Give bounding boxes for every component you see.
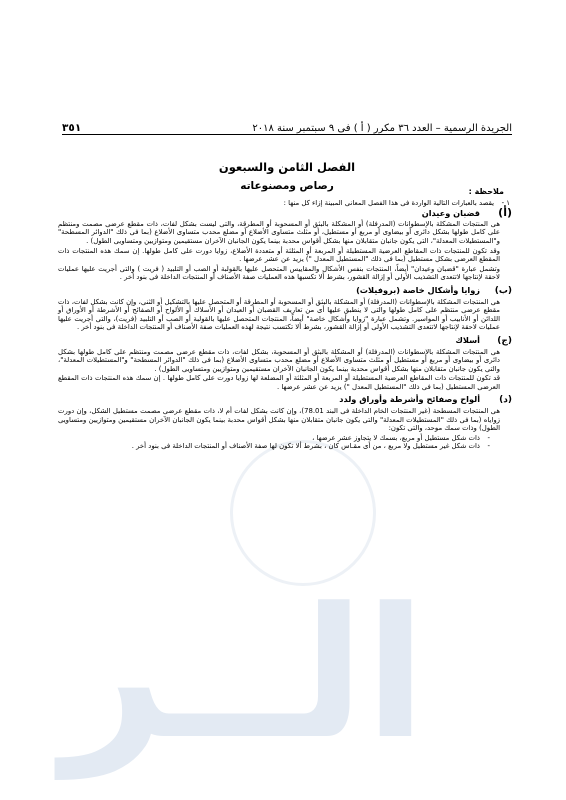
section-letter: (ج) (497, 335, 512, 346)
section-heading (58, 395, 512, 405)
section-heading (58, 286, 512, 296)
notes-label: ملاحظة : (468, 187, 504, 196)
section-title: ألواح وصفائح وأشرطة وأوراق ولدد (339, 394, 480, 405)
section-letter: (أ) (498, 206, 512, 220)
section-text (58, 348, 500, 392)
section-b (58, 286, 512, 332)
section-title: زوايا وأشكال خاصة (بروفيلات) (356, 284, 480, 295)
chapter-subtitle: رصاص ومصنوعاته (240, 180, 334, 192)
section-heading (58, 336, 512, 346)
page-header (62, 118, 512, 135)
paragraph: هى المنتجات المسطحة (غير المنتجات الخام الداخلة فى البند 78.01)، وإن كانت بشكل لفات أم لا، ذات مقطع عرضى مصمت مستطيل الشكل، وإن دورت زواياه (بما فى ذلك "المستطيلات المعدلة" والتى يكون جانبان متقابلان منها بشكل أقواس محدبة بينما يكون الجانبان الآخران مستقيمين ومتوازيين ومتساويى الطول) وذات سمك موحد، والتى تكون: (58, 407, 500, 433)
list-item: - ذات شكل مستطيل أو مربع، بسمك لا يتجاوز عشر عرضها ، (58, 434, 490, 443)
header-title: الجريدة الرسمية – العدد ٣٦ مكرر ( أ ) فى ٩ سبتمبر سنة ٢٠١٨ (252, 123, 512, 134)
paragraph: وقد تكون للمنتجات ذات المقاطع العرضية المستطيلة أو المربعة أو المثلثة أو متعددة الأضلاع، زوايا دورت على كامل طولها. إن سمك هذه المنتجات ذات المقطع العرضى بشكل مستطيل (بما فى ذلك "المستطيل المعدل ") يزيد عن عشر عرضها . (58, 246, 500, 264)
section-a (58, 206, 512, 282)
paragraph: قد تكون للمنتجات ذات المقاطع العرضية المستطيلة أو المربعة أو المثلثة أو المضلعة لها زوايا دورت على كامل طولها . إن سمك هذه المنتجات ذات المقطع العرضى المستطيل (بما فى ذلك "المستطيل المعدل ") يزيد عن عشر عرضها . (58, 374, 500, 391)
section-c (58, 336, 512, 392)
document-body (58, 188, 512, 455)
section-text (58, 298, 500, 332)
paragraph: هى المنتجات المشكلة بالإسطوانات (المدرفلة) أو المشكلة بالبثق أو المسحوبة أو المطرقة، والتى ليست بشكل لفات، ذات مقطع عرضى مصمت ومنتظم على كامل طولها بشكل دائرى أو بيضاوى أو مربع أو مستطيل، أو مثلث متساوى الأضلاع أو مضلع محدب متساوى الأضلاع (بما فى ذلك "الدوائر المسطحة" و"المستطيلات المعدلة"، التى يكون جانبان متقابلان منها بشكل أقواس محدبة بينما يكون الجانبان الآخران مستقيمين ومتوازيين ومتساويى الطول) . (58, 219, 500, 245)
list-item: - ذات شكل غير مستطيل ولا مربع ، من أى مقـاس كان ، بشرط ألا تكون لها صفة الأصناف أو المنتجات الداخلة فى بنود أخر . (58, 442, 490, 451)
paragraph: هى المنتجات المشكلة بالإسطوانات (المدرفلة) أو المشكلة بالبثق أو المسحوبة أو المطرقة أو المتحصل عليها بالتشكيل أو الثنى، وإن كانت بشكل لفات، ذات مقطع عرضى منتظم على كامل طولها والتى لا ينطبق عليها أى من تعاريف القضبان أو العيدان أو الأسلاك أو الألواح أو الصفائح أو الأشرطة أو الأوراق أو اللدائن أو الأنابيب أو المواسير. وتشمل عبارة "زوايا وأشكال خاصة" أيضاً، المنتجات المتحصل عليها بالقولبة أو الصب أو التلبيد (فريت)، والتى أجريت عليها عمليات لاحقة لإنتاجها لاتتعدى التشذيب الأولى أو إزالة القشور، بشرط ألا تكتسب نتيجة لهذه العمليات صفة الأصناف أو المنتجات الداخلة فى بنود أخر . (58, 297, 500, 332)
watermark-text: الــر (62, 570, 427, 779)
paragraph: وتشمل عبارة "قضبان وعيدان" أيضاً، المنتجات بنفس الأشكال والمقاييس المتحصل عليها بالقولبة أو الصب أو التلبيد ( فريت ) والتى أجريت عليها عمليات لاحقة لإنتاجها لاتتعدى التشذيب الأولى أو إزالة القشور، بشرط ألا تكسبها هذه العمليات صفة الأصناف أو المنتجات الداخلة فى بنود أخر . (58, 264, 500, 282)
section-heading (58, 206, 512, 220)
intro-line (58, 199, 510, 208)
paragraph: هى المنتجات المشكلة بالإسطوانات (المدرفلة) أو المشكلة بالبثق أو المسحوبة، بشكل لفات، ذات مقطع عرضى مصمت ومنتظم على كامل طولها بشكل دائرى أو بيضاوى أو مربع أو مستطيل أو مثلث متساوى الأضلاع أو مضلع محدب متساوى الأضلاع (بما فى ذلك "الدوائر المسطحة" و"المستطيلات المعدلة"، والتى يكون جانبان متقابلان منها بشكل أقواس محدبة بينما يكون الجانبان الآخران مستقيمين ومتوازيين ومتساويى الطول) . (58, 347, 500, 373)
watermark-seal (230, 440, 376, 586)
section-title: أسلاك (455, 334, 480, 345)
section-text (58, 220, 500, 282)
section-text (58, 407, 500, 433)
intro-text: يقصد بالعبارات التالية الواردة فى هذا الفصل المعانى المبينة إزاء كل منها : (283, 198, 494, 207)
bullet-list (58, 434, 490, 451)
page-number: ٣٥١ (62, 122, 82, 134)
chapter-title: الفصل الثامن والسبعون (218, 160, 356, 174)
section-letter: (د) (499, 395, 512, 406)
section-letter: (ب) (494, 285, 512, 296)
intro-number: ١ - (501, 198, 510, 207)
section-d (58, 395, 512, 451)
section-title: قضبان وعيدان (421, 208, 480, 219)
